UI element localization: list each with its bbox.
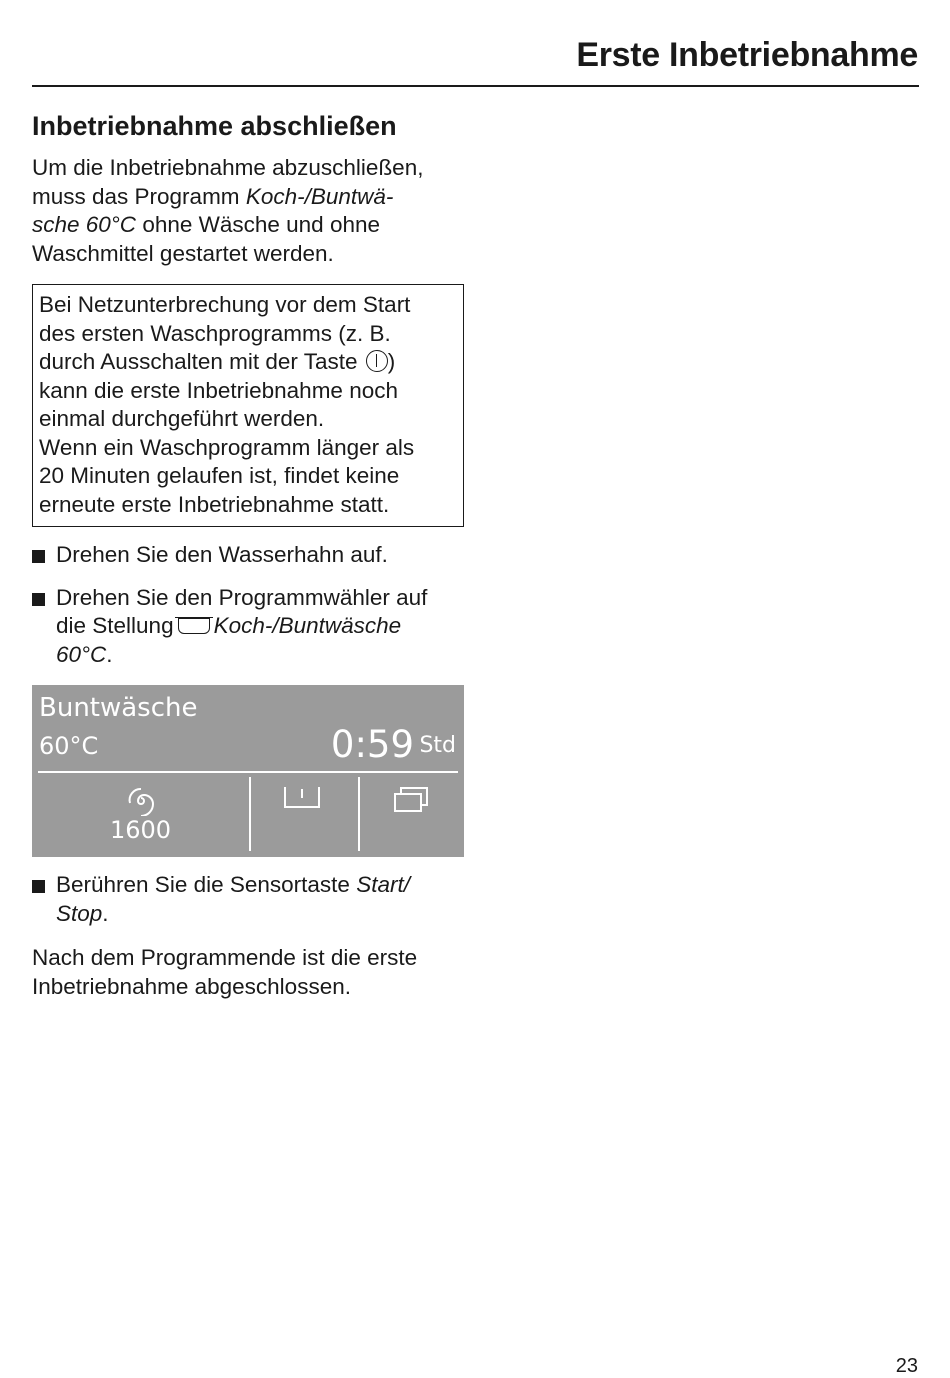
program-name-emphasis: Koch-/Buntwäsche bbox=[213, 613, 402, 638]
square-bullet-icon bbox=[32, 550, 45, 563]
note-text bbox=[39, 291, 457, 519]
main-content bbox=[32, 108, 464, 1001]
spin-icon bbox=[126, 786, 156, 816]
machine-display bbox=[32, 685, 464, 857]
intro-line: Waschmittel gestartet werden. bbox=[32, 240, 334, 266]
sensor-key-name: Start/ bbox=[356, 872, 410, 897]
final-paragraph bbox=[32, 944, 464, 1001]
note-line: einmal durchgeführt werden. bbox=[39, 406, 325, 431]
display-separator bbox=[249, 777, 251, 851]
wash-tub-icon bbox=[178, 618, 210, 634]
note-line: durch Ausschalten mit der Taste bbox=[39, 349, 364, 374]
step-item bbox=[32, 871, 464, 928]
square-bullet-icon bbox=[32, 593, 45, 606]
step-text bbox=[56, 871, 410, 928]
note-line: Wenn ein Waschprogramm länger als bbox=[39, 434, 415, 460]
note-line: erneute erste Inbetriebnahme statt. bbox=[39, 491, 390, 517]
step-item bbox=[32, 541, 464, 570]
step-line: Berühren Sie die Sensortaste bbox=[56, 872, 357, 897]
drum-icon bbox=[283, 785, 321, 813]
display-time-unit: Std bbox=[419, 733, 456, 758]
header-divider bbox=[32, 85, 919, 87]
page-header-title: Erste Inbetriebnahme bbox=[576, 36, 918, 74]
intro-line: muss das Programm bbox=[32, 183, 246, 209]
note-line: ) bbox=[387, 349, 396, 374]
step-text: Drehen Sie den Wasserhahn auf. bbox=[56, 542, 388, 567]
square-bullet-icon bbox=[32, 880, 45, 893]
power-icon bbox=[366, 350, 388, 372]
note-line: 20 Minuten gelaufen ist, findet keine bbox=[39, 463, 400, 488]
intro-line: ohne Wäsche und ohne bbox=[136, 212, 380, 237]
note-box bbox=[32, 284, 464, 527]
page-number: 23 bbox=[895, 1355, 918, 1377]
display-spin-speed: 1600 bbox=[110, 816, 172, 844]
step-line: Drehen Sie den Programmwähler auf bbox=[56, 584, 428, 610]
intro-line: Um die Inbetriebnahme abzuschließen, bbox=[32, 155, 424, 180]
final-line: Inbetriebnahme abgeschlossen. bbox=[32, 973, 351, 999]
step-text bbox=[56, 584, 427, 670]
window-icon bbox=[393, 786, 431, 814]
program-name-emphasis: sche 60°C bbox=[32, 212, 137, 237]
step-line: . bbox=[102, 900, 109, 926]
step-line: . bbox=[106, 641, 113, 667]
display-remaining-time: 0:59 bbox=[330, 723, 414, 766]
display-temperature: 60°C bbox=[39, 732, 99, 760]
display-program-name: Buntwäsche bbox=[39, 693, 198, 723]
note-line: Bei Netzunterbrechung vor dem Start bbox=[39, 292, 411, 317]
step-item bbox=[32, 584, 464, 670]
section-title: Inbetriebnahme abschließen bbox=[32, 111, 397, 141]
note-line: kann die erste Inbetriebnahme noch bbox=[39, 377, 398, 403]
final-line: Nach dem Programmende ist die erste bbox=[32, 945, 418, 970]
sensor-key-name: Stop bbox=[56, 900, 103, 926]
note-line: des ersten Waschprogramms (z. B. bbox=[39, 320, 391, 346]
intro-paragraph bbox=[32, 154, 464, 268]
display-divider bbox=[38, 771, 458, 773]
display-separator bbox=[358, 777, 360, 851]
step-line: die Stellung bbox=[56, 613, 174, 638]
program-name-emphasis: Koch-/Buntwä- bbox=[245, 183, 394, 209]
program-name-emphasis: 60°C bbox=[56, 641, 107, 667]
